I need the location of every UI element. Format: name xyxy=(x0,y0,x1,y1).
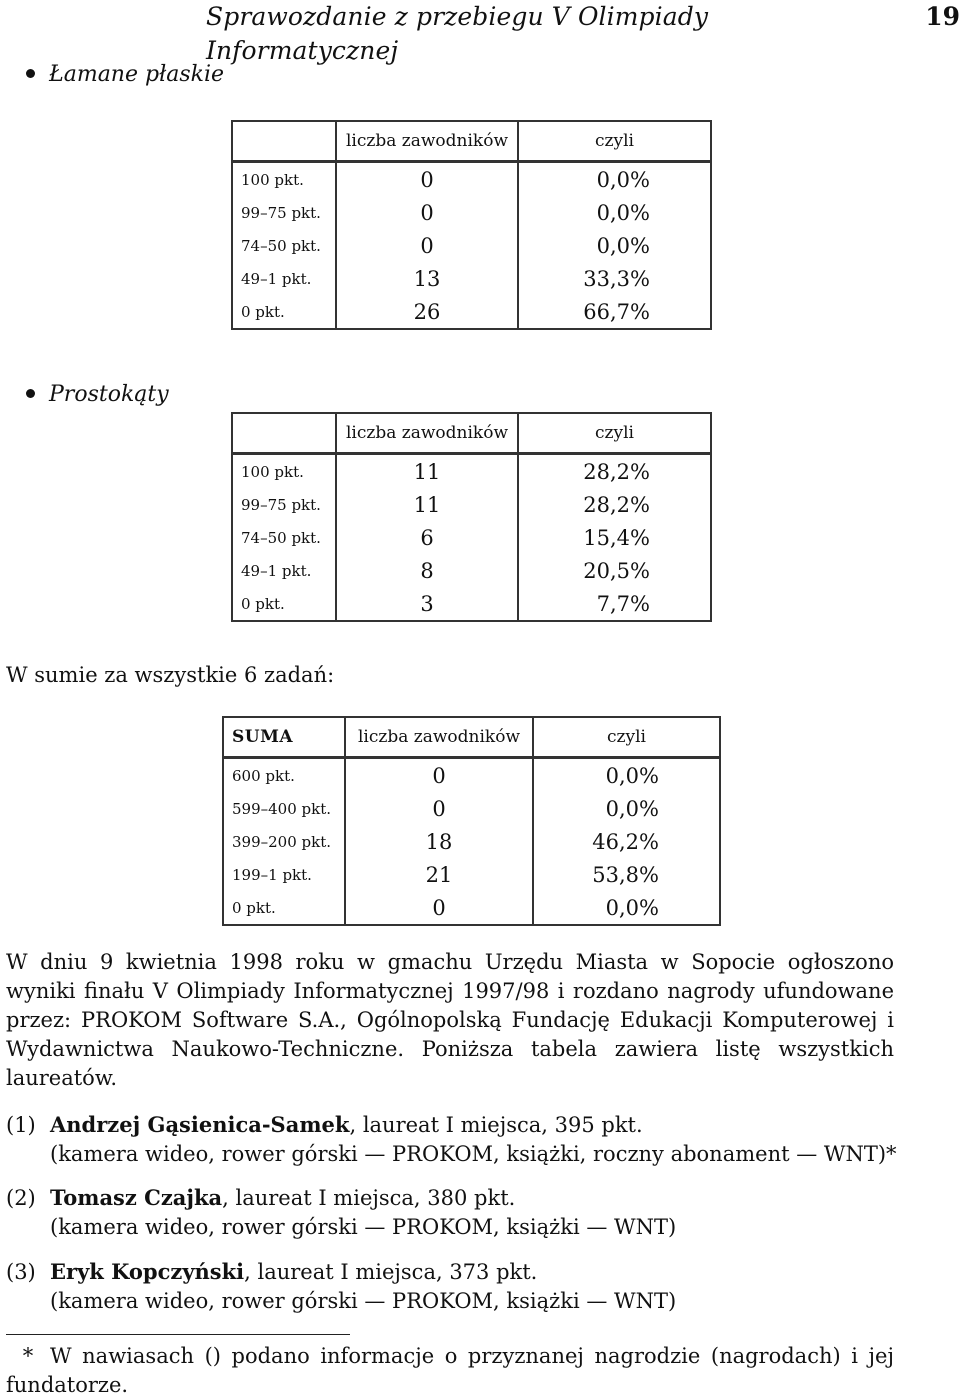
running-header-title: Sprawozdanie z przebiegu V Olimpiady Informatycznej xyxy=(206,2,709,65)
table-row xyxy=(232,587,711,621)
winner-name: Eryk Kopczyński xyxy=(50,1259,245,1284)
section-title-prostokaty xyxy=(26,380,366,410)
table-row xyxy=(223,758,720,793)
row-pct: 20,5% xyxy=(518,554,711,587)
row-label: 0 pkt. xyxy=(241,302,285,321)
table-summary xyxy=(222,716,721,926)
header-empty-cell xyxy=(232,413,336,454)
table-row xyxy=(232,162,711,197)
table-row xyxy=(223,825,720,858)
row-label: 100 pkt. xyxy=(241,462,304,481)
winner-number: (3) xyxy=(6,1260,36,1284)
row-count: 11 xyxy=(336,488,518,521)
row-label: 0 pkt. xyxy=(232,898,276,917)
winner-number: (2) xyxy=(6,1186,36,1210)
row-count: 0 xyxy=(345,758,533,793)
row-pct: 7,7% xyxy=(518,587,711,621)
row-count: 0 xyxy=(336,162,518,197)
section-title-text: Łamane płaskie xyxy=(49,62,225,87)
winner-prize: (kamera wideo, rower górski — PROKOM, książki, roczny abonament — WNT)* xyxy=(50,1142,897,1166)
winner-name: Andrzej Gąsienica-Samek xyxy=(50,1112,350,1137)
row-pct: 0,0% xyxy=(518,229,711,262)
row-pct: 33,3% xyxy=(518,262,711,295)
winner-detail: , laureat I miejsca, 373 pkt. xyxy=(244,1260,538,1284)
row-count: 0 xyxy=(345,792,533,825)
row-label: 600 pkt. xyxy=(232,766,295,785)
table-row xyxy=(223,891,720,925)
body-paragraph: W dniu 9 kwietnia 1998 roku w gmachu Urzędu Miasta w Sopocie ogłoszono wyniki finału V Olimpiady Informatycznej 1997/98 i rozdano nagrody ufundowane przez: PROKOM Software S.A., Ogólnopolską Fundację Edukacji Komputerowej i Wydawnictwa Naukowo-Techniczne. Poniższa tabela zawiera listę wszystkich laureatów. xyxy=(6,950,894,1090)
header-pct: czyli xyxy=(518,121,711,162)
table-header-row xyxy=(232,413,711,454)
row-pct: 0,0% xyxy=(533,891,720,925)
table-header-row xyxy=(232,121,711,162)
row-label: 74–50 pkt. xyxy=(241,528,321,547)
winner-number: (1) xyxy=(6,1113,36,1137)
header-count: liczba zawodników xyxy=(336,413,518,454)
table-row xyxy=(232,196,711,229)
page-number: 19 xyxy=(925,2,960,31)
table-row xyxy=(232,454,711,489)
row-pct: 66,7% xyxy=(518,295,711,329)
winner-prize: (kamera wideo, rower górski — PROKOM, książki — WNT) xyxy=(50,1215,677,1239)
row-pct: 28,2% xyxy=(518,488,711,521)
bullet-icon xyxy=(26,69,35,78)
suma-label: SUMA xyxy=(223,717,345,758)
row-count: 18 xyxy=(345,825,533,858)
winner-entry xyxy=(6,1110,906,1169)
row-count: 13 xyxy=(336,262,518,295)
header-count: liczba zawodników xyxy=(336,121,518,162)
row-count: 11 xyxy=(336,454,518,489)
header-pct: czyli xyxy=(518,413,711,454)
table-row xyxy=(232,229,711,262)
winner-name: Tomasz Czajka xyxy=(50,1185,223,1210)
row-count: 21 xyxy=(345,858,533,891)
row-pct: 28,2% xyxy=(518,454,711,489)
row-pct: 0,0% xyxy=(533,792,720,825)
row-label: 99–75 pkt. xyxy=(241,203,321,222)
row-label: 49–1 pkt. xyxy=(241,561,312,580)
table-row xyxy=(223,792,720,825)
row-label: 0 pkt. xyxy=(241,594,285,613)
winner-prize: (kamera wideo, rower górski — PROKOM, książki — WNT) xyxy=(50,1289,677,1313)
row-label: 599–400 pkt. xyxy=(232,799,332,818)
table-row xyxy=(232,521,711,554)
table-row xyxy=(232,262,711,295)
row-label: 49–1 pkt. xyxy=(241,269,312,288)
row-count: 8 xyxy=(336,554,518,587)
row-label: 199–1 pkt. xyxy=(232,865,312,884)
row-count: 0 xyxy=(345,891,533,925)
table-row xyxy=(232,295,711,329)
row-label: 399–200 pkt. xyxy=(232,832,332,851)
footnote-marker: * xyxy=(22,1344,34,1368)
winner-entry xyxy=(6,1257,906,1316)
table-lamane xyxy=(231,120,712,330)
summary-intro: W sumie za wszystkie 6 zadań: xyxy=(6,663,335,687)
table-row xyxy=(223,858,720,891)
row-count: 6 xyxy=(336,521,518,554)
footnote-text: W nawiasach () podano informacje o przyznanej nagrodzie (nagrodach) i jej fundatorze. xyxy=(6,1344,894,1397)
row-label: 74–50 pkt. xyxy=(241,236,321,255)
winner-detail: , laureat I miejsca, 380 pkt. xyxy=(222,1186,516,1210)
row-label: 99–75 pkt. xyxy=(241,495,321,514)
header-empty-cell xyxy=(232,121,336,162)
header-pct: czyli xyxy=(533,717,720,758)
table-prostokaty xyxy=(231,412,712,622)
footnote-rule xyxy=(6,1334,350,1335)
row-pct: 53,8% xyxy=(533,858,720,891)
table-row xyxy=(232,488,711,521)
row-label: 100 pkt. xyxy=(241,170,304,189)
row-pct: 15,4% xyxy=(518,521,711,554)
table-row xyxy=(232,554,711,587)
section-title-lamane xyxy=(26,60,366,90)
row-count: 0 xyxy=(336,229,518,262)
bullet-icon xyxy=(26,389,35,398)
row-pct: 0,0% xyxy=(518,162,711,197)
row-pct: 0,0% xyxy=(518,196,711,229)
footnote xyxy=(6,1342,894,1400)
row-count: 3 xyxy=(336,587,518,621)
table-header-row xyxy=(223,717,720,758)
row-pct: 46,2% xyxy=(533,825,720,858)
row-count: 0 xyxy=(336,196,518,229)
winner-entry xyxy=(6,1183,906,1242)
header-count: liczba zawodników xyxy=(345,717,533,758)
row-pct: 0,0% xyxy=(533,758,720,793)
row-count: 26 xyxy=(336,295,518,329)
section-title-text: Prostokąty xyxy=(49,382,169,407)
winner-detail: , laureat I miejsca, 395 pkt. xyxy=(349,1113,643,1137)
